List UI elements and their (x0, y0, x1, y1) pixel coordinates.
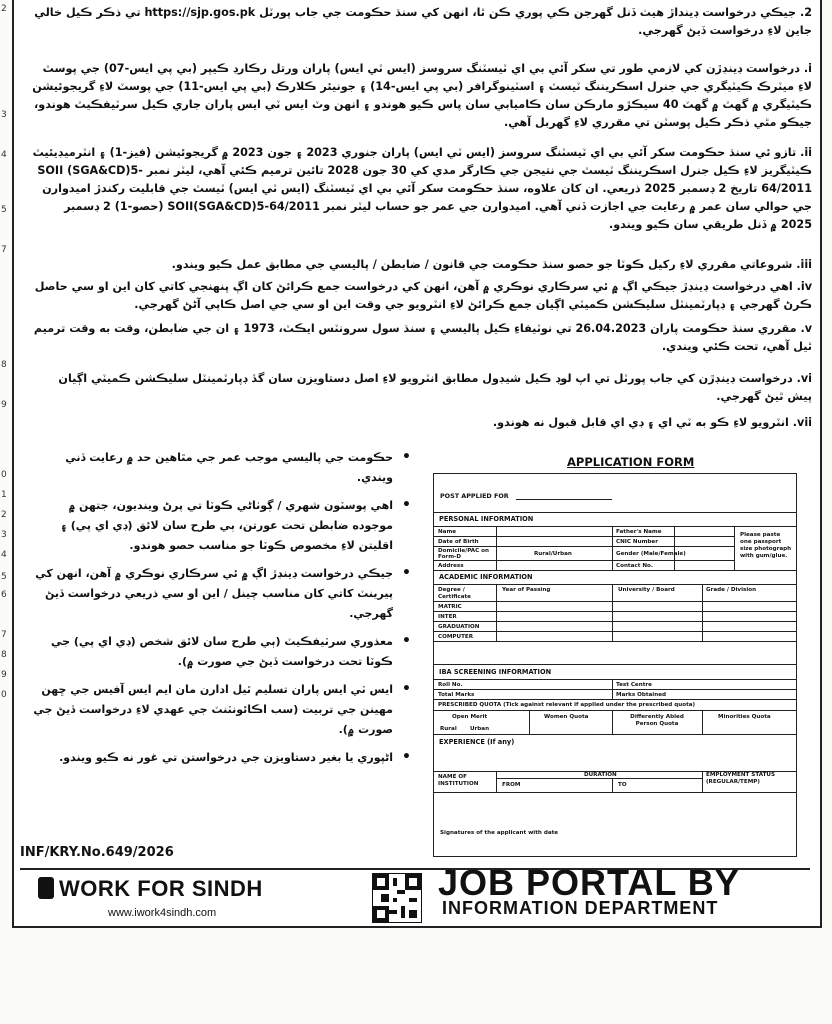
brand-icon (38, 877, 54, 899)
photo-box-label: Please paste one passport size photograph with gum/glue. (740, 532, 792, 559)
quota-label: PRESCRIBED QUOTA (Tick against relevant if applied under the prescribed quota) (438, 702, 696, 708)
edge-number: 7 (1, 245, 7, 255)
edge-number: 9 (1, 670, 7, 680)
dob-label: Date of Birth (438, 539, 479, 545)
degree-header: Degree / Certificate (438, 587, 471, 600)
edge-number: 2 (1, 510, 7, 520)
minorities-quota-label: Minorities Quota (718, 714, 771, 720)
requirements-list (30, 448, 415, 776)
edge-number: 5 (1, 572, 7, 582)
cnic-label: CNIC Number (616, 539, 658, 545)
website-url: www.iwork4sindh.com (108, 907, 217, 919)
list-item: • معذوري سرٽيفڪيٽ (ٻي طرح سان لائق شخص (ڊي اي پي) جي ڪوٽا تحت درخواست ڏيڻ جي صورت ۾). (30, 632, 415, 672)
year-header: Year of Passing (502, 587, 551, 593)
row-matric: MATRIC (438, 604, 462, 610)
women-quota-label: Women Quota (544, 714, 589, 720)
list-item: • ايس ٽي ايس پاران تسليم ٿيل ادارن مان ايم ايس آفيس جي ڇهن مهينن جي تربيت (سب اڪائونٽنٽ جي عهدي لاءِ درخواست ڏيڻ جي صورت ۾). (30, 680, 415, 740)
rural-urban-label: Rural/Urban (534, 551, 572, 557)
information-department-heading: INFORMATION DEPARTMENT (442, 898, 719, 918)
clause-v: v. مقرري سنڌ حڪومت پاران 26.04.2023 تي نوٽيفاءِ ڪيل پاليسي ۽ سنڌ سول سرونٽس ايڪٽ، 1973 ۽ ان جي ضابطن، وقت به وقت ترميم ٿيل آهي، تحت ڪئي ويندي. (33, 322, 812, 353)
employment-status-header: EMPLOYMENT STATUS (REGULAR/TEMP) (706, 772, 775, 785)
domicile-label: Domicile/PAC on Form-D (438, 548, 490, 560)
job-portal-heading: JOB PORTAL BY (438, 862, 740, 903)
clause-ii: ii. تازو ئي سنڌ حڪومت سکر آئي بي اي ٽيسٽنگ سروسز (ايس ٽي ايس) پاران جنوري 2023 ۽ جون 2023 ۾ گريجوئيشن (فيز-1) ۽ انٽرميڊيئيٽ ڪيٽيگريز لاءِ ڪيل جنرل اسڪريننگ ٽيسٽ جي نتيجن جي ڪارگر مدي کي 30 جون 2028 تائين ترميم ڪئي آهي، ليٽر نمبر SOII (SGA&CD)5-64/2011 تاريخ 2 ڊسمبر 2025 ذريعي. ان کان علاوه، سنڌ حڪومت سکر آئي بي اي ٽيسٽنگ (ايس ٽي ايس) ٽيسٽ جي قابليت رکندڙ اميدوارن جي حوالي سان عمر ۾ رعايت جي اجازت ڏني آهي. اميدوارن جي عمر جو حساب ليٽر نمبر SOII(SGA&CD)5-64/2011 (حصو-1) 2 ڊسمبر 2025 ۾ ڏنل طريقي سان ڪيو ويندو. (32, 146, 812, 231)
total-marks-label: Total Marks (438, 692, 475, 698)
obtained-marks-label: Marks Obtained (616, 692, 667, 698)
row-inter: INTER (438, 614, 457, 620)
address-label: Address (438, 563, 464, 569)
post-applied-label: POST APPLIED FOR (440, 492, 509, 500)
row-graduation: GRADUATION (438, 624, 480, 630)
edge-number: 1 (1, 490, 7, 500)
edge-number: 4 (1, 550, 7, 560)
from-header: FROM (502, 782, 521, 788)
grade-header: Grade / Division (706, 587, 757, 593)
edge-number: 2 (1, 4, 7, 14)
application-form (433, 473, 797, 857)
urban-label: Urban (470, 726, 490, 732)
centre-label: Test Centre (616, 682, 652, 688)
edge-number: 8 (1, 360, 7, 370)
form-title: APPLICATION FORM (567, 455, 695, 469)
duration-header: DURATION (584, 772, 617, 778)
edge-number: 0 (1, 690, 7, 700)
list-item: • جيڪي درخواست ڊينڊڙ اڳ ۾ ئي سرڪاري نوڪري ۾ آهن، انهن کي پيرينٽ کاتي کان مناسب چينل / اين او سي ذريعي درخواست ڏيڻ گهرجي. (30, 564, 415, 624)
father-label: Father's Name (616, 529, 662, 535)
edge-number: 7 (1, 630, 7, 640)
name-label: Name (438, 529, 457, 535)
edge-numbers (0, 0, 12, 928)
clause-iii: iii. شروعاتي مقرري لاءِ رکيل ڪوٽا جو حصو سنڌ حڪومت جي قانون / ضابطن / پاليسي جي مطابق عمل ڪيو ويندو. (171, 258, 812, 271)
edge-number: 9 (1, 400, 7, 410)
university-header: University / Board (618, 587, 675, 593)
edge-number: 3 (1, 110, 7, 120)
to-header: TO (618, 782, 627, 788)
personal-info-heading: PERSONAL INFORMATION (439, 515, 534, 523)
iba-heading: IBA SCREENING INFORMATION (439, 668, 552, 676)
contact-label: Contact No. (616, 563, 653, 569)
clause-i: i. درخواست ڊينڊڙن کي لازمي طور تي سکر آئي بي اي ٽيسٽنگ سروسز (ايس ٽي ايس) پاران ورتل رڪارڊ ڪيپر (بي پي ايس-07) جي پوسٽ لاءِ ميٽرڪ ڪيٽيگري جي جنرل اسڪريننگ ٽيسٽ ۽ اسٽينوگرافر (بي پي ايس-14) ۽ جونيئر ڪلارڪ (بي پي ايس-11) جي پوسٽ لاءِ گريجوئيشن ڪيٽيگري ۾ گهٽ ۾ گهٽ 40 سيڪڙو مارڪن سان ڪاميابي سان پاس ڪيو هوندو ۽ انهن وٽ ايس ٽي ايس پاران جاري ڪيل سرٽيفڪيٽ هوندو، جيڪو مٿي ذڪر ڪيل پوسٽن تي مقرري لاءِ گهربل آهي. (32, 62, 812, 129)
list-item: • اڻپوري يا بغير دستاويزن جي درخواستن تي غور نه ڪيو ويندو. (30, 748, 415, 768)
edge-number: 0 (1, 470, 7, 480)
edge-number: 4 (1, 150, 7, 160)
clause-vi: vi. درخواست ڊينڊڙن کي جاب پورٽل تي اپ لوڊ ڪيل شيڊول مطابق انٽرويو لاءِ اصل دستاويزن سان گڏ ڊپارٽمينٽل سليڪشن ڪميٽي اڳيان پيش ٿيڻ گهرجي. (58, 372, 812, 403)
gender-label: Gender (Male/Female) (616, 551, 686, 557)
signature-label: Signatures of the applicant with date (440, 830, 559, 836)
edge-number: 3 (1, 530, 7, 540)
work-for-sindh-logo: WORK FOR SINDH (38, 876, 263, 902)
edge-number: 5 (1, 205, 7, 215)
clause-2: 2. جيڪي درخواست ڊينداڙ هيٺ ڏنل گهرجن ڪي پوري ڪن ٿا، انهن کي سنڌ حڪومت جي جاب پورٽل https://sjp.gos.pk تي ذڪر ڪيل خالي جاين لاءِ درخواست ڏيڻ گهرجي. (34, 6, 812, 37)
disabled-quota-label: Differently Abled Person Quota (630, 714, 684, 727)
edge-number: 6 (1, 590, 7, 600)
experience-heading: EXPERIENCE (If any) (439, 738, 515, 746)
academic-info-heading: ACADEMIC INFORMATION (439, 573, 533, 581)
rural-label: Rural (440, 726, 457, 732)
row-computer: COMPUTER (438, 634, 474, 640)
list-item: • اهي پوسٽون شهري / ڳوٺاڻي ڪوٽا تي پرڻ وينديون، جتهن ۾ موجوده ضابطن تحت عورتن، ٻي طرح سان لائق (ڊي اي پي) ۽ اقليتن لاءِ مخصوص ڪوٽا جو مناسب حصو هوندو. (30, 496, 415, 556)
qr-code-icon (372, 873, 422, 923)
edge-number: 8 (1, 650, 7, 660)
reference-number: INF/KRY.No.649/2026 (20, 845, 174, 860)
institution-header: NAME OF INSTITUTION (438, 774, 479, 787)
open-merit-label: Open Merit (452, 714, 488, 720)
roll-label: Roll No. (438, 682, 463, 688)
clause-iv: iv. اهي درخواست ڊينڊڙ جيڪي اڳ ۾ ئي سرڪاري نوڪري ۾ آهن، انهن کي درخواست جمع ڪرائڻ کان اڳ پنهنجي کاتي کان اين او سي حاصل ڪرڻ گهرجي ۽ ڊپارٽمينٽل سليڪشن ڪميٽي اڳيان جمع ڪرائڻ لاءِ انٽرويو جي وقت اين او سي جي اصل ڪاپي آڻڻ گهرجي. (34, 280, 812, 311)
clause-vii: vii. انٽرويو لاءِ ڪو به ٽي اي ۽ ڊي اي قابل قبول نه هوندو. (492, 416, 812, 429)
list-item: • حڪومت جي پاليسي موجب عمر جي مٿاهين حد ۾ رعايت ڏني ويندي. (30, 448, 415, 488)
